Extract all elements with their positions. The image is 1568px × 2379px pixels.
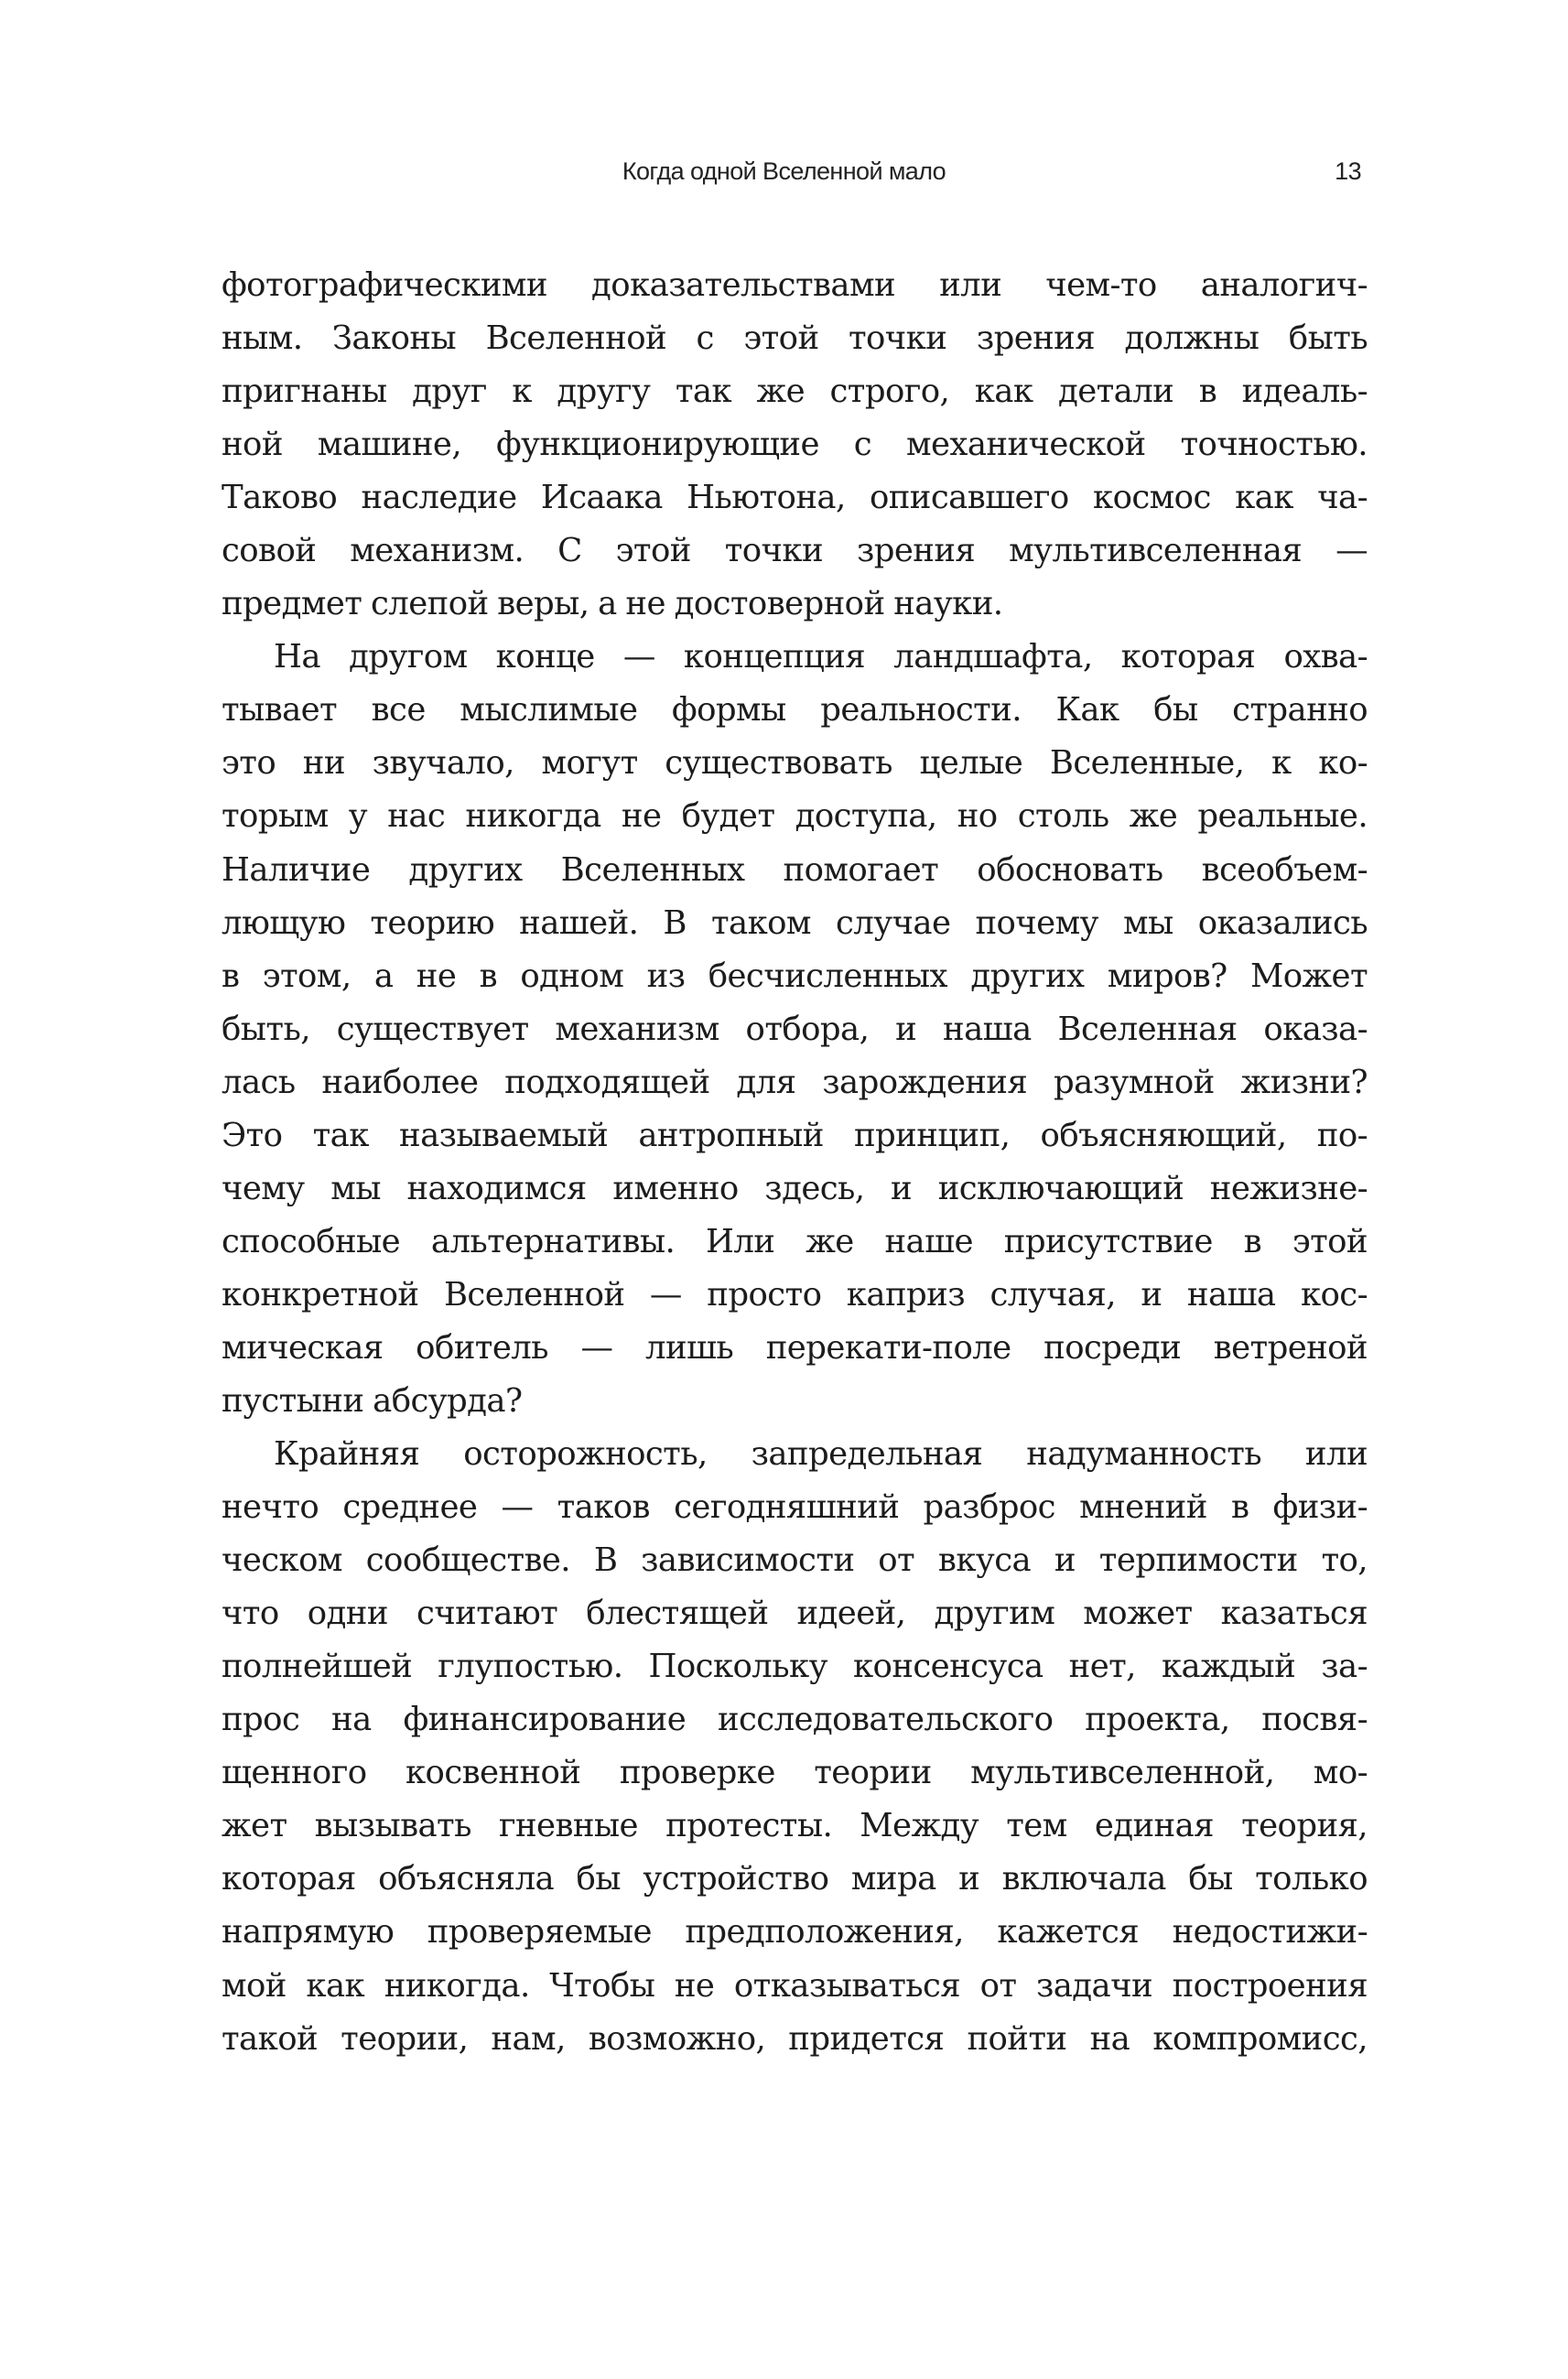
- text-line: прос на финансирование исследовательского проекта, посвя-: [222, 1701, 1368, 1739]
- text-line: быть, существует механизм отбора, и наша Вселенная оказа-: [222, 1010, 1368, 1048]
- text-line: фотографическими доказательствами или чем-то аналогич-: [222, 266, 1368, 304]
- text-line: пустыни абсурда?: [222, 1381, 523, 1420]
- text-line: Наличие других Вселенных помогает обосновать всеобъем-: [222, 850, 1368, 889]
- body-text: [222, 259, 1368, 2066]
- text-line: пригнаны друг к другу так же строго, как детали в идеаль-: [222, 373, 1368, 411]
- text-line: мой как никогда. Чтобы не отказываться от задачи построения: [222, 1966, 1368, 2005]
- text-line: полнейшей глупостью. Поскольку консенсуса нет, каждый за-: [222, 1648, 1368, 1686]
- text-line: способные альтернативы. Или же наше присутствие в этой: [222, 1222, 1368, 1260]
- text-line: ческом сообществе. В зависимости от вкуса и терпимости то,: [222, 1541, 1368, 1580]
- text-line: совой механизм. С этой точки зрения мультивселенная —: [222, 532, 1368, 570]
- text-line: чему мы находимся именно здесь, и исключающий нежизне-: [222, 1169, 1368, 1207]
- text-line: торым у нас никогда не будет доступа, но столь же реальные.: [222, 797, 1368, 836]
- text-line: ным. Законы Вселенной с этой точки зрения должны быть: [222, 319, 1368, 358]
- text-line: ной машине, функционирующие с механической точностью.: [222, 426, 1368, 464]
- paragraph-first-line: На другом конце — концепция ландшафта, которая охва-: [274, 638, 1368, 676]
- text-line: предмет слепой веры, а не достоверной науки.: [222, 585, 1003, 623]
- text-line: щенного косвенной проверке теории мультивселенной, мо-: [222, 1754, 1368, 1792]
- text-line: жет вызывать гневные протесты. Между тем единая теория,: [222, 1807, 1368, 1845]
- text-line: такой теории, нам, возможно, придется пойти на компромисс,: [222, 2019, 1368, 2058]
- text-line: в этом, а не в одном из бесчисленных других миров? Может: [222, 957, 1368, 995]
- text-line: мическая обитель — лишь перекати-поле посреди ветреной: [222, 1328, 1368, 1367]
- text-line: что одни считают блестящей идеей, другим может казаться: [222, 1595, 1368, 1633]
- text-line: нечто среднее — таков сегодняшний разброс мнений в физи-: [222, 1488, 1368, 1527]
- text-line: Это так называемый антропный принцип, объясняющий, по-: [222, 1116, 1368, 1154]
- text-line: тывает все мыслимые формы реальности. Как бы странно: [222, 691, 1368, 730]
- running-head: [0, 157, 1568, 194]
- text-line: которая объясняла бы устройство мира и включала бы только: [222, 1860, 1368, 1898]
- text-line: это ни звучало, могут существовать целые Вселенные, к ко-: [222, 744, 1368, 783]
- page-number: 13: [1335, 157, 1361, 185]
- text-line: лась наиболее подходящей для зарождения разумной жизни?: [222, 1063, 1368, 1101]
- text-line: конкретной Вселенной — просто каприз случая, и наша кос-: [222, 1275, 1368, 1314]
- running-title: Когда одной Вселенной мало: [622, 157, 946, 185]
- text-line: Таково наследие Исаака Ньютона, описавшего космос как ча-: [222, 479, 1368, 517]
- text-line: напрямую проверяемые предположения, кажется недостижи-: [222, 1913, 1368, 1952]
- paragraph-first-line: Крайняя осторожность, запредельная надуманность или: [274, 1435, 1368, 1474]
- text-line: лющую теорию нашей. В таком случае почему мы оказались: [222, 903, 1368, 942]
